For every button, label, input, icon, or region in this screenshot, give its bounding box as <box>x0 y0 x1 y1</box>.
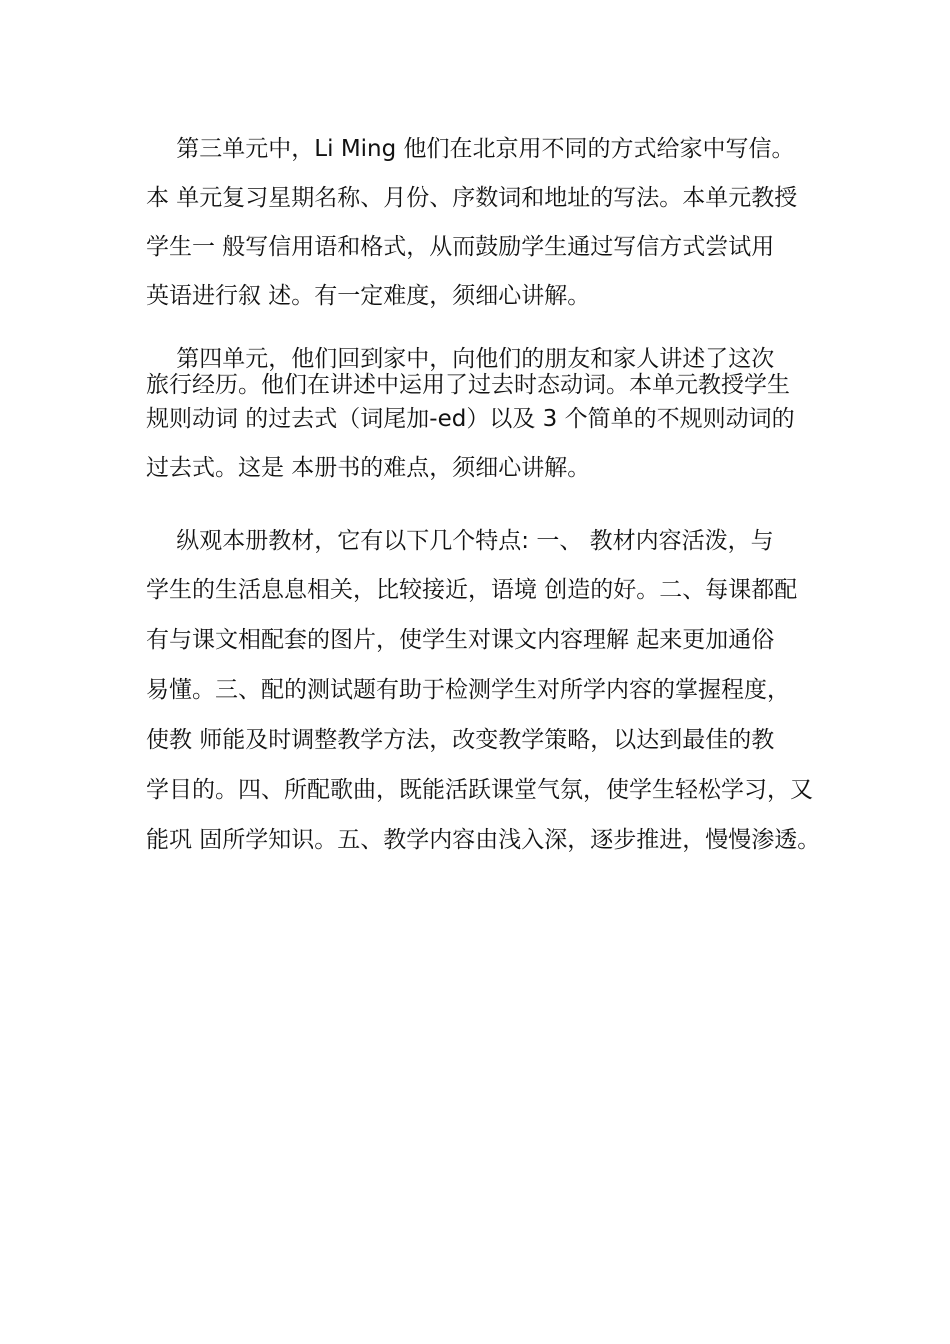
paragraph-3-line-1: 纵观本册教材，它有以下几个特点: 一、 教材内容活泼，与 <box>146 528 774 554</box>
paragraph-1-line-3: 学生一 般写信用语和格式，从而鼓励学生通过写信方式尝试用 <box>146 234 775 260</box>
paragraph-3-line-7: 能巩 固所学知识。五、教学内容由浅入深，逐步推进，慢慢渗透。 <box>146 827 821 853</box>
paragraph-2-line-4: 过去式。这是 本册书的难点，须细心讲解。 <box>146 455 591 481</box>
paragraph-1-line-2: 本 单元复习星期名称、月份、序数词和地址的写法。本单元教授 <box>146 185 798 211</box>
paragraph-3-line-3: 有与课文相配套的图片，使学生对课文内容理解 起来更加通俗 <box>146 627 775 653</box>
paragraph-2-line-2: 旅行经历。他们在讲述中运用了过去时态动词。本单元教授学生 <box>146 372 790 398</box>
paragraph-1-line-4: 英语进行叙 述。有一定难度，须细心讲解。 <box>146 283 591 309</box>
paragraph-1-line-1: 第三单元中，Li Ming 他们在北京用不同的方式给家中写信。 <box>146 136 795 162</box>
paragraph-3-line-2: 学生的生活息息相关，比较接近，语境 创造的好。二、每课都配 <box>146 577 798 603</box>
paragraph-2-line-1: 第四单元，他们回到家中，向他们的朋友和家人讲述了这次 <box>146 346 775 372</box>
paragraph-3-line-5: 使教 师能及时调整教学方法，改变教学策略，以达到最佳的教 <box>146 727 775 753</box>
paragraph-2-line-3: 规则动词 的过去式（词尾加-ed）以及 3 个简单的不规则动词的 <box>146 406 795 432</box>
paragraph-3-line-6: 学目的。四、所配歌曲，既能活跃课堂气氛，使学生轻松学习，又 <box>146 777 813 803</box>
paragraph-3-line-4: 易懂。三、配的测试题有助于检测学生对所学内容的掌握程度， <box>146 677 790 703</box>
